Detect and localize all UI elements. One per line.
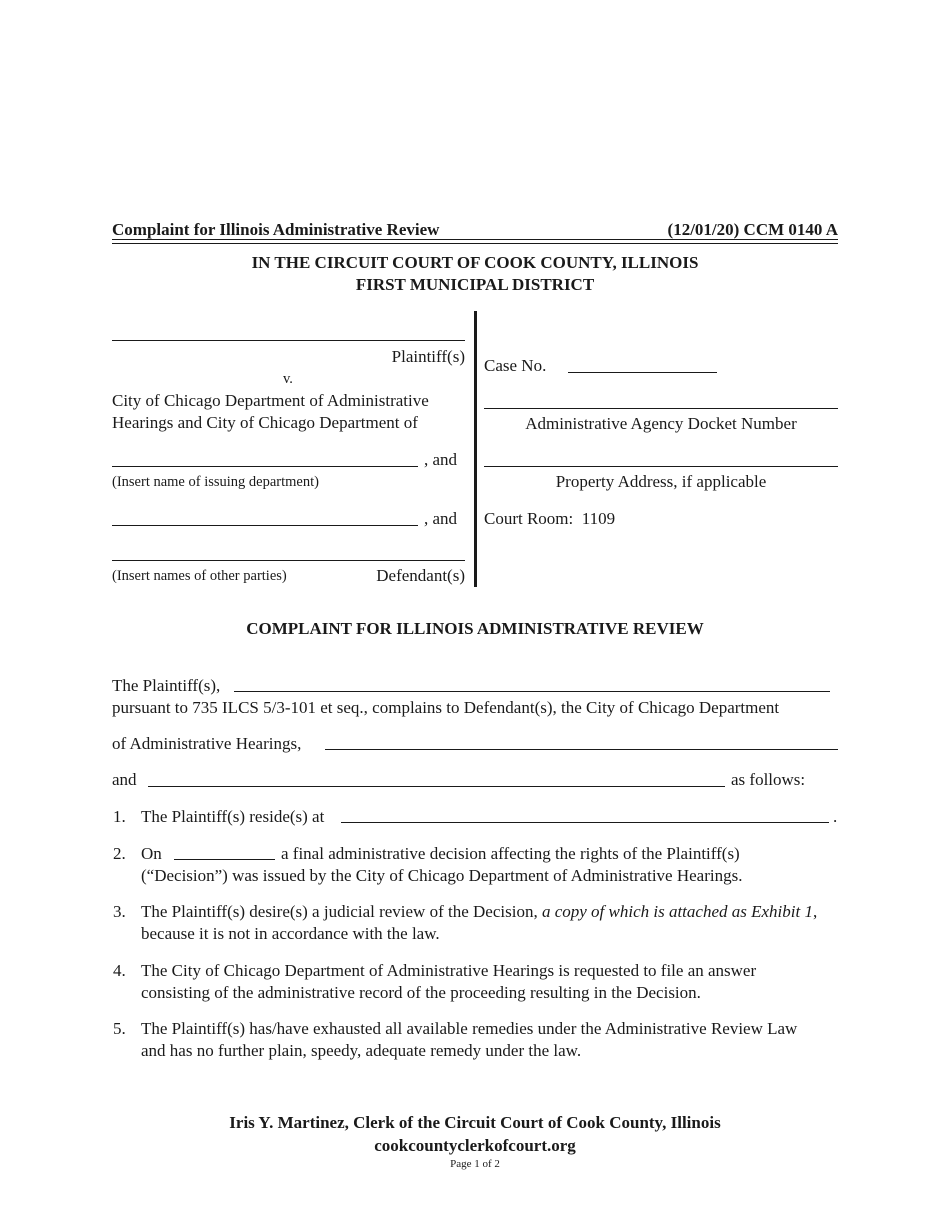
clerk-name: Iris Y. Martinez, Clerk of the Circuit Court of Cook County, Illinois xyxy=(229,1113,721,1132)
item-5-text-cont: and has no further plain, speedy, adequate remedy under the law. xyxy=(141,1041,582,1060)
item-2-on: On xyxy=(141,844,162,863)
item-number: 4. xyxy=(113,961,126,980)
item-2-text-cont: (“Decision”) was issued by the City of Chicago Department of Administrative Hearings. xyxy=(141,866,743,885)
issuing-department-hint: (Insert name of issuing department) xyxy=(112,474,319,490)
court-room xyxy=(484,509,615,529)
defendant-line-2: Hearings and City of Chicago Department of xyxy=(112,413,418,432)
versus-label: v. xyxy=(283,371,293,387)
case-number-label: Case No. xyxy=(484,356,547,375)
header-rule-bottom xyxy=(112,243,838,244)
item-4-text: The City of Chicago Department of Administrative Hearings is requested to file an answer xyxy=(141,961,757,980)
complaint-heading: COMPLAINT FOR ILLINOIS ADMINISTRATIVE REVIEW xyxy=(246,619,704,638)
case-number-field[interactable] xyxy=(568,372,717,373)
form-code: (12/01/20) CCM 0140 A xyxy=(667,220,838,239)
plaintiff-name-line[interactable] xyxy=(112,340,465,341)
caption-divider xyxy=(474,311,477,587)
issuing-department-line[interactable] xyxy=(112,466,418,467)
decision-date-field[interactable] xyxy=(174,859,275,860)
as-follows-text: as follows: xyxy=(731,770,806,789)
item-1-text: The Plaintiff(s) reside(s) at xyxy=(141,807,325,826)
item-number: 5. xyxy=(113,1019,126,1038)
property-address-line[interactable] xyxy=(484,466,838,467)
residence-address-field[interactable] xyxy=(341,822,829,823)
plaintiff-label: Plaintiff(s) xyxy=(391,347,465,366)
docket-number-label: Administrative Agency Docket Number xyxy=(525,414,797,433)
and-label-1: , and xyxy=(424,450,458,469)
item-number: 3. xyxy=(113,902,126,921)
admin-hearings-field[interactable] xyxy=(325,749,838,750)
pursuant-text: pursuant to 735 ILCS 5/3-101 et seq., complains to Defendant(s), the City of Chicago Department xyxy=(112,698,780,717)
item-3-line-1 xyxy=(141,902,817,922)
other-parties-hint: (Insert names of other parties) xyxy=(112,568,287,584)
defendant-label: Defendant(s) xyxy=(376,566,465,585)
other-parties-line[interactable] xyxy=(112,560,465,561)
item-5-text: The Plaintiff(s) has/have exhausted all available remedies under the Administrative Review Law xyxy=(141,1019,798,1038)
court-name: IN THE CIRCUIT COURT OF COOK COUNTY, ILLINOIS xyxy=(251,253,699,272)
admin-hearings-text: of Administrative Hearings, xyxy=(112,734,302,753)
clerk-website: cookcountyclerkofcourt.org xyxy=(374,1136,576,1155)
item-3-comma: , xyxy=(812,902,818,921)
property-address-label: Property Address, if applicable xyxy=(555,472,767,491)
defendant-line-1: City of Chicago Department of Administrative xyxy=(112,391,429,410)
header-rule-top xyxy=(112,239,838,240)
item-4-text-cont: consisting of the administrative record of the proceeding resulting in the Decision. xyxy=(141,983,701,1002)
item-number: 1. xyxy=(113,807,126,826)
page-number: Page 1 of 2 xyxy=(450,1158,500,1170)
court-district: FIRST MUNICIPAL DISTRICT xyxy=(355,275,595,294)
form-title: Complaint for Illinois Administrative Review xyxy=(112,220,440,239)
item-3-text: The Plaintiff(s) desire(s) a judicial review of the Decision, xyxy=(141,902,538,921)
docket-number-line[interactable] xyxy=(484,408,838,409)
court-room-label: Court Room: xyxy=(484,509,574,528)
court-room-value: 1109 xyxy=(581,509,616,528)
item-1-period: . xyxy=(833,807,838,826)
plaintiff-names-field[interactable] xyxy=(234,691,830,692)
and-label-2: , and xyxy=(424,509,458,528)
item-3-text-cont: because it is not in accordance with the law. xyxy=(141,924,440,943)
plaintiff-intro: The Plaintiff(s), xyxy=(112,676,221,695)
additional-defendant-field[interactable] xyxy=(148,786,725,787)
other-party-line[interactable] xyxy=(112,525,418,526)
item-3-exhibit-note: a copy of which is attached as Exhibit 1 xyxy=(541,902,813,921)
item-number: 2. xyxy=(113,844,126,863)
and-text: and xyxy=(112,770,137,789)
item-2-text: a final administrative decision affecting the rights of the Plaintiff(s) xyxy=(281,844,740,863)
